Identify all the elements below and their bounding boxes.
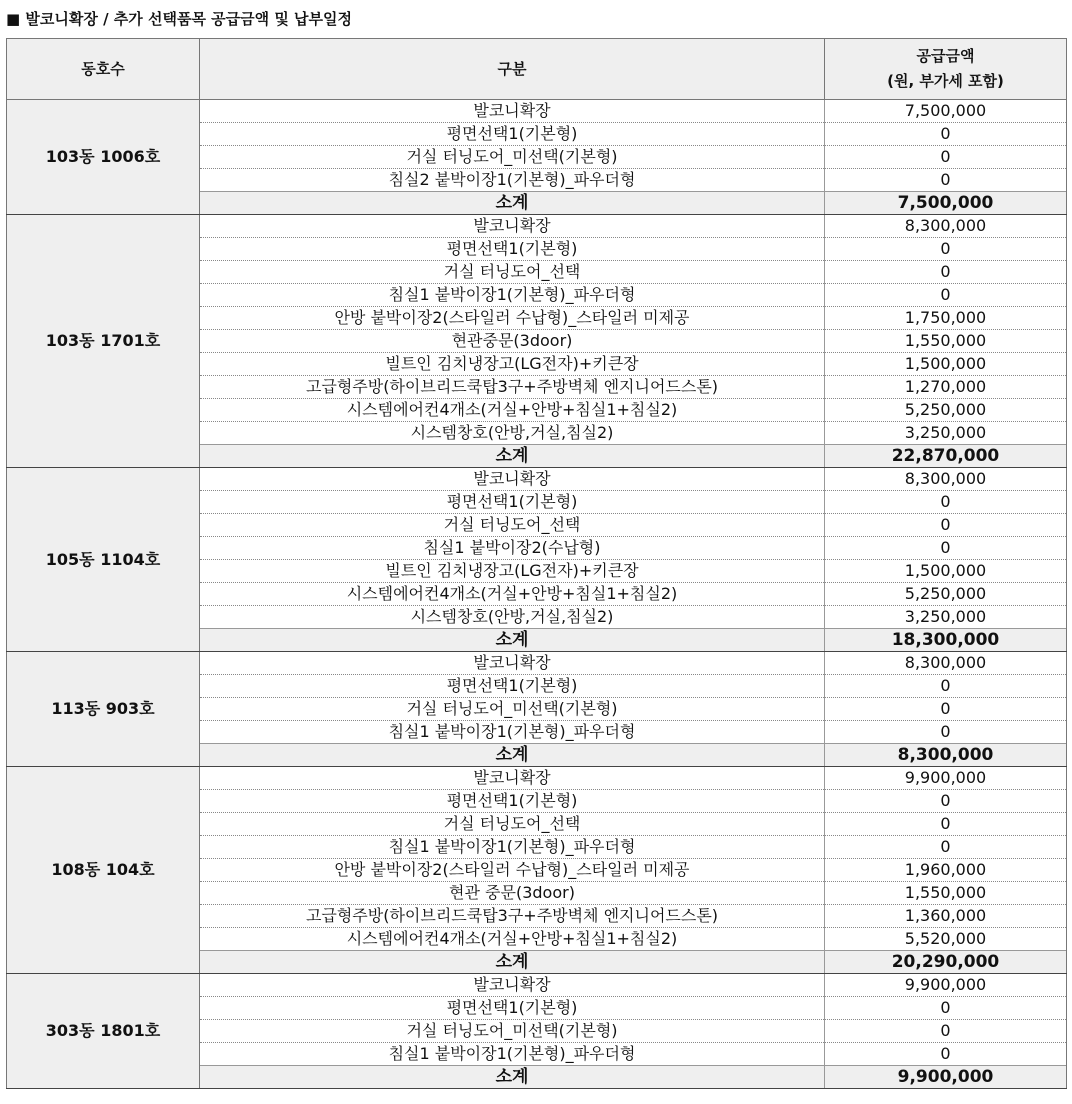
- page-title: ■ 발코니확장 / 추가 선택품목 공급금액 및 납부일정: [6, 10, 353, 28]
- item-amount: 0: [825, 813, 1067, 836]
- item-amount: 7,500,000: [825, 100, 1067, 123]
- item-amount: 1,550,000: [825, 330, 1067, 353]
- item-name: 평면선택1(기본형): [200, 997, 825, 1020]
- item-amount: 1,960,000: [825, 859, 1067, 882]
- unit-cell: 103동 1701호: [7, 215, 200, 468]
- unit-cell: 105동 1104호: [7, 468, 200, 652]
- unit-cell: 103동 1006호: [7, 100, 200, 215]
- unit-cell: 108동 104호: [7, 767, 200, 974]
- item-amount: 1,360,000: [825, 905, 1067, 928]
- item-amount: 8,300,000: [825, 652, 1067, 675]
- subtotal-label: 소계: [200, 629, 825, 652]
- table-row: [7, 215, 1067, 238]
- item-amount: 1,550,000: [825, 882, 1067, 905]
- item-name: 시스템에어컨4개소(거실+안방+침실1+침실2): [200, 399, 825, 422]
- item-amount: 1,500,000: [825, 353, 1067, 376]
- item-name: 평면선택1(기본형): [200, 675, 825, 698]
- item-amount: 5,250,000: [825, 583, 1067, 606]
- subtotal-label: 소계: [200, 192, 825, 215]
- item-name: 고급형주방(하이브리드쿡탑3구+주방벽체 엔지니어드스톤): [200, 376, 825, 399]
- item-amount: 8,300,000: [825, 468, 1067, 491]
- item-name: 발코니확장: [200, 652, 825, 675]
- item-name: 거실 터닝도어_미선택(기본형): [200, 146, 825, 169]
- item-amount: 0: [825, 997, 1067, 1020]
- item-amount: 0: [825, 123, 1067, 146]
- item-amount: 0: [825, 1020, 1067, 1043]
- item-amount: 0: [825, 261, 1067, 284]
- item-amount: 3,250,000: [825, 606, 1067, 629]
- unit-cell: 303동 1801호: [7, 974, 200, 1089]
- item-name: 현관 중문(3door): [200, 882, 825, 905]
- item-name: 안방 붙박이장2(스타일러 수납형)_스타일러 미제공: [200, 859, 825, 882]
- item-amount: 0: [825, 721, 1067, 744]
- subtotal-label: 소계: [200, 951, 825, 974]
- item-name: 발코니확장: [200, 100, 825, 123]
- item-amount: 1,270,000: [825, 376, 1067, 399]
- item-name: 현관중문(3door): [200, 330, 825, 353]
- header-amount-line2: (원, 부가세 포함): [887, 72, 1004, 90]
- item-amount: 0: [825, 169, 1067, 192]
- item-name: 침실1 붙박이장1(기본형)_파우더형: [200, 836, 825, 859]
- item-name: 발코니확장: [200, 767, 825, 790]
- item-amount: 0: [825, 698, 1067, 721]
- price-table: [6, 38, 1067, 1089]
- item-amount: 1,750,000: [825, 307, 1067, 330]
- unit-cell: 113동 903호: [7, 652, 200, 767]
- header-unit: 동호수: [7, 39, 200, 100]
- item-amount: 0: [825, 1043, 1067, 1066]
- subtotal-label: 소계: [200, 1066, 825, 1089]
- item-amount: 5,250,000: [825, 399, 1067, 422]
- header-amount: [825, 39, 1067, 100]
- item-amount: 3,250,000: [825, 422, 1067, 445]
- item-name: 평면선택1(기본형): [200, 491, 825, 514]
- item-name: 거실 터닝도어_미선택(기본형): [200, 1020, 825, 1043]
- item-amount: 0: [825, 238, 1067, 261]
- item-name: 발코니확장: [200, 215, 825, 238]
- item-name: 거실 터닝도어_선택: [200, 261, 825, 284]
- table-row: [7, 468, 1067, 491]
- item-amount: 0: [825, 790, 1067, 813]
- table-header: [7, 39, 1067, 100]
- item-name: 발코니확장: [200, 974, 825, 997]
- table-row: [7, 100, 1067, 123]
- subtotal-amount: 18,300,000: [825, 629, 1067, 652]
- table-row: [7, 974, 1067, 997]
- item-amount: 9,900,000: [825, 974, 1067, 997]
- item-name: 평면선택1(기본형): [200, 790, 825, 813]
- item-amount: 0: [825, 537, 1067, 560]
- item-name: 거실 터닝도어_선택: [200, 813, 825, 836]
- item-name: 평면선택1(기본형): [200, 238, 825, 261]
- item-amount: 0: [825, 491, 1067, 514]
- item-name: 침실2 붙박이장1(기본형)_파우더형: [200, 169, 825, 192]
- subtotal-label: 소계: [200, 744, 825, 767]
- item-name: 시스템창호(안방,거실,침실2): [200, 422, 825, 445]
- item-name: 침실1 붙박이장2(수납형): [200, 537, 825, 560]
- header-category: 구분: [200, 39, 825, 100]
- item-name: 침실1 붙박이장1(기본형)_파우더형: [200, 721, 825, 744]
- subtotal-amount: 22,870,000: [825, 445, 1067, 468]
- item-name: 발코니확장: [200, 468, 825, 491]
- item-amount: 0: [825, 836, 1067, 859]
- table-row: [7, 652, 1067, 675]
- item-name: 고급형주방(하이브리드쿡탑3구+주방벽체 엔지니어드스톤): [200, 905, 825, 928]
- item-amount: 0: [825, 146, 1067, 169]
- item-amount: 0: [825, 284, 1067, 307]
- item-name: 시스템에어컨4개소(거실+안방+침실1+침실2): [200, 583, 825, 606]
- subtotal-label: 소계: [200, 445, 825, 468]
- item-name: 빌트인 김치냉장고(LG전자)+키큰장: [200, 560, 825, 583]
- item-name: 침실1 붙박이장1(기본형)_파우더형: [200, 1043, 825, 1066]
- item-name: 시스템에어컨4개소(거실+안방+침실1+침실2): [200, 928, 825, 951]
- subtotal-amount: 9,900,000: [825, 1066, 1067, 1089]
- item-amount: 0: [825, 675, 1067, 698]
- item-amount: 5,520,000: [825, 928, 1067, 951]
- subtotal-amount: 8,300,000: [825, 744, 1067, 767]
- item-amount: 1,500,000: [825, 560, 1067, 583]
- item-name: 거실 터닝도어_미선택(기본형): [200, 698, 825, 721]
- item-name: 빌트인 김치냉장고(LG전자)+키큰장: [200, 353, 825, 376]
- item-name: 평면선택1(기본형): [200, 123, 825, 146]
- item-name: 안방 붙박이장2(스타일러 수납형)_스타일러 미제공: [200, 307, 825, 330]
- item-name: 침실1 붙박이장1(기본형)_파우더형: [200, 284, 825, 307]
- item-name: 시스템창호(안방,거실,침실2): [200, 606, 825, 629]
- header-amount-line1: 공급금액: [916, 47, 975, 65]
- subtotal-amount: 20,290,000: [825, 951, 1067, 974]
- table-body: [7, 100, 1067, 1089]
- item-amount: 8,300,000: [825, 215, 1067, 238]
- item-name: 거실 터닝도어_선택: [200, 514, 825, 537]
- subtotal-amount: 7,500,000: [825, 192, 1067, 215]
- item-amount: 9,900,000: [825, 767, 1067, 790]
- item-amount: 0: [825, 514, 1067, 537]
- table-row: [7, 767, 1067, 790]
